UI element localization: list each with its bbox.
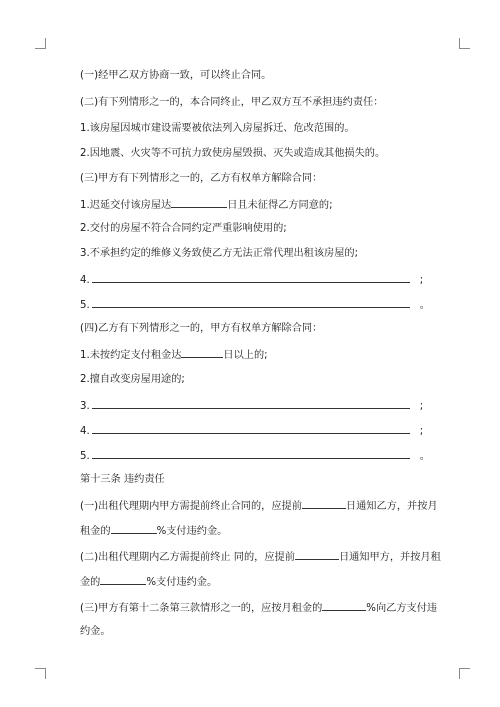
fill-blank-line[interactable] [92, 448, 410, 459]
clause-13-1 [80, 498, 438, 514]
text: 金的 [80, 577, 101, 588]
text: 。 [419, 451, 430, 462]
clause-12-4-item-1 [80, 347, 268, 363]
text: ; [419, 275, 424, 286]
clause-12-3-item-2 [80, 222, 287, 236]
text: 。 [419, 300, 430, 311]
clause-12-3-item-4 [80, 272, 423, 288]
text: 5. [80, 451, 90, 462]
fill-blank-days[interactable] [171, 197, 227, 208]
text: 日且未征得乙方同意的; [227, 200, 333, 211]
text: 5. [80, 300, 90, 311]
fill-blank-line[interactable] [92, 423, 410, 434]
clause-12-4-item-5 [80, 448, 430, 464]
text: 2.擅自改变房屋用途的; [80, 374, 185, 385]
clause-12-3-item-5 [80, 297, 430, 313]
fill-blank-days[interactable] [295, 549, 339, 560]
crop-mark-bottom-left [35, 668, 46, 679]
clause-12-2 [80, 96, 383, 110]
fill-blank-line[interactable] [92, 297, 410, 308]
fill-blank-percent[interactable] [111, 523, 157, 534]
text: %支付违约金。 [156, 526, 228, 537]
text: 3. [80, 401, 90, 412]
fill-blank-percent[interactable] [322, 600, 366, 611]
text: 日以上的; [223, 350, 268, 361]
crop-mark-top-right [459, 38, 470, 49]
text: (二)有下列情形之一的，本合同终止，甲乙双方互不承担违约责任： [80, 97, 384, 108]
fill-blank-days[interactable] [302, 498, 346, 509]
text: ; [419, 426, 424, 437]
text: 1.未按约定支付租金达 [80, 350, 182, 361]
fill-blank-days[interactable] [181, 347, 223, 358]
fill-blank-line[interactable] [92, 272, 410, 283]
text: 日通知乙方，并按月 [345, 501, 438, 512]
text: 第十三条 违约责任 [80, 474, 165, 485]
clause-12-4-item-4 [80, 423, 423, 439]
text: (三)甲方有下列情形之一的，乙方有权单方解除合同： [80, 173, 323, 184]
clause-12-3-item-3 [80, 247, 358, 261]
clause-13-2 [80, 549, 441, 565]
clause-12-3 [80, 172, 322, 186]
text: %支付违约金。 [146, 577, 218, 588]
text: (一)出租代理期内甲方需提前终止合同的，应提前 [80, 501, 302, 512]
text: 2.交付的房屋不符合合同约定严重影响使用的; [80, 223, 287, 234]
fill-blank-line[interactable] [92, 398, 410, 409]
crop-mark-bottom-right [459, 668, 470, 679]
clause-13-1-cont [80, 523, 227, 539]
text: (二)出租代理期内乙方需提前终止 同的，应提前 [80, 552, 295, 563]
text: (一)经甲乙双方协商一致，可以终止合同。 [80, 70, 272, 81]
text: %向乙方支付违 [366, 603, 438, 614]
text: 1.迟延交付该房屋达 [80, 200, 172, 211]
article-13-heading [80, 473, 165, 487]
text: 日通知甲方，并按月租 [338, 552, 441, 563]
text: 租金的 [80, 526, 111, 537]
fill-blank-percent[interactable] [100, 574, 146, 585]
clause-12-2-item-2 [80, 147, 385, 161]
clause-12-4 [80, 322, 322, 336]
text: 2.因地震、火灾等不可抗力致使房屋毁损、灭失或造成其他损失的。 [80, 148, 386, 159]
clause-12-1 [80, 69, 271, 83]
text: 4. [80, 426, 90, 437]
clause-12-4-item-3 [80, 398, 423, 414]
clause-12-2-item-1 [80, 122, 355, 136]
clause-12-3-item-1 [80, 197, 333, 213]
text: 1.该房屋因城市建设需要被依法列入房屋拆迁、危改范围的。 [80, 123, 355, 134]
clause-13-3 [80, 600, 437, 616]
clause-12-4-item-2 [80, 373, 185, 387]
text: 3.不承担约定的维修义务致使乙方无法正常代理出租该房屋的; [80, 248, 359, 259]
text: (四)乙方有下列情形之一的，甲方有权单方解除合同： [80, 323, 323, 334]
clause-13-3-cont [80, 625, 111, 639]
text: 4. [80, 275, 90, 286]
text: (三)甲方有第十二条第三款情形之一的，应按月租金的 [80, 603, 323, 614]
crop-mark-top-left [35, 38, 46, 49]
text: 约金。 [80, 626, 111, 637]
text: ; [419, 401, 424, 412]
clause-13-2-cont [80, 574, 217, 590]
